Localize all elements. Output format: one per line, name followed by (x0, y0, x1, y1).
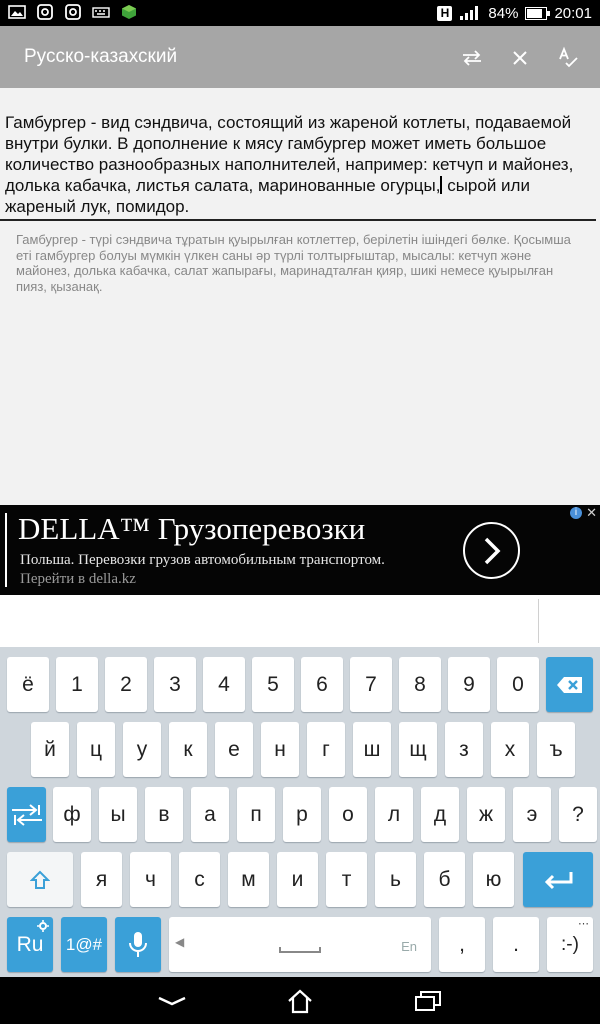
source-text-after-caret: сырой или жареный лук, помидор. (5, 176, 530, 216)
network-type-badge: H (437, 6, 452, 21)
key-row3-9[interactable]: ж (467, 787, 505, 842)
key-row2-2[interactable]: у (123, 722, 161, 777)
source-text-before-caret: Гамбургер - вид сэндвича, состоящий из жареной котлеты, подаваемой внутри булки. В дополнение к мясу гамбургер может иметь большое количество разнообразных наполнителей, например: кетчуп и майонез, долька кабачка, листья салата, маринованные огурцы, (5, 113, 574, 195)
comma-key[interactable]: , (439, 917, 485, 972)
ad-close-icon[interactable]: ✕ (586, 505, 597, 520)
key-row2-3[interactable]: к (169, 722, 207, 777)
keyboard (0, 647, 600, 977)
key-row4-2[interactable]: с (179, 852, 220, 907)
swap-icon (461, 49, 483, 67)
chevron-right-icon (480, 536, 504, 566)
swap-languages-button[interactable] (456, 42, 488, 74)
ad-banner[interactable] (0, 505, 600, 595)
key-row1-3[interactable]: 3 (154, 657, 196, 712)
key-row3-0[interactable]: ф (53, 787, 91, 842)
period-key[interactable]: . (493, 917, 539, 972)
key-row1-6[interactable]: 6 (301, 657, 343, 712)
enter-key[interactable] (523, 852, 593, 907)
key-row4-7[interactable]: б (424, 852, 465, 907)
language-key-label: Ru (16, 932, 44, 956)
key-row2-0[interactable]: й (31, 722, 69, 777)
backspace-icon (555, 675, 585, 695)
home-button[interactable] (280, 985, 320, 1017)
ad-open-button[interactable] (463, 522, 520, 579)
key-row1-1[interactable]: 1 (56, 657, 98, 712)
keyboard-icon (92, 4, 110, 20)
key-row3-4[interactable]: п (237, 787, 275, 842)
key-row4-3[interactable]: м (228, 852, 269, 907)
key-row2-6[interactable]: г (307, 722, 345, 777)
recent-apps-button[interactable] (408, 985, 448, 1017)
instagram-icon (36, 4, 54, 20)
navigation-bar (0, 977, 600, 1024)
battery-percent: 84% (488, 4, 519, 22)
shift-key[interactable] (7, 852, 73, 907)
settings-gear-icon (37, 920, 49, 932)
home-icon (286, 988, 314, 1014)
key-row3-1[interactable]: ы (99, 787, 137, 842)
key-row1-4[interactable]: 4 (203, 657, 245, 712)
minecraft-app-icon (120, 4, 138, 20)
emoticon-key[interactable] (547, 917, 593, 972)
key-row2-5[interactable]: н (261, 722, 299, 777)
back-chevron-icon (157, 994, 187, 1008)
gallery-icon (8, 4, 26, 20)
ad-title[interactable]: DELLA™ Грузоперевозки (18, 511, 366, 546)
key-row4-0[interactable]: я (81, 852, 122, 907)
ad-info-icon[interactable]: i (570, 507, 582, 519)
key-row3-11[interactable]: ? (559, 787, 597, 842)
key-row4-6[interactable]: ь (375, 852, 416, 907)
suggestion-strip (0, 595, 600, 647)
key-row3-5[interactable]: р (283, 787, 321, 842)
clock: 20:01 (554, 4, 592, 22)
translation-output: Гамбургер - түрі сэндвича тұратын қуырылған котлеттер, берілетін ішіндегі бөлке. Қосымша еті гамбургер болуы мүмкін үлкен саны әр түрлі толтырғыштар, мысалы: кетчуп және майонез, долька кабачка, салат жапырағы, маринадталған қияр, шикі немесе қуырылған пияз, қызанақ. (16, 232, 571, 294)
voice-input-key[interactable] (115, 917, 161, 972)
key-row1-7[interactable]: 7 (350, 657, 392, 712)
source-text-input[interactable] (5, 112, 595, 217)
microphone-icon (127, 930, 149, 960)
suggestion-divider (538, 599, 539, 643)
system-status (437, 0, 592, 26)
shift-arrow-icon (30, 870, 50, 890)
key-row2-8[interactable]: щ (399, 722, 437, 777)
key-row3-2[interactable]: в (145, 787, 183, 842)
ad-description (20, 551, 440, 589)
backspace-key[interactable] (546, 657, 593, 712)
space-language-label: En (401, 939, 417, 954)
key-row3-10[interactable]: э (513, 787, 551, 842)
key-row4-5[interactable]: т (326, 852, 367, 907)
key-row3-6[interactable]: о (329, 787, 367, 842)
page-title: Русско-казахский (24, 46, 178, 67)
key-row1-5[interactable]: 5 (252, 657, 294, 712)
app-bar (0, 26, 600, 88)
spellcheck-button[interactable] (552, 42, 584, 74)
key-row2-10[interactable]: х (491, 722, 529, 777)
space-bar-icon (279, 947, 321, 953)
recent-apps-icon (414, 990, 442, 1012)
key-row4-4[interactable]: и (277, 852, 318, 907)
key-row2-1[interactable]: ц (77, 722, 115, 777)
translation-area (0, 88, 600, 505)
close-icon (512, 50, 528, 66)
key-row4-1[interactable]: ч (130, 852, 171, 907)
ad-description-text: Польша. Перевозки грузов автомобильным транспортом. (20, 552, 385, 568)
enter-icon (541, 870, 575, 890)
input-underline (0, 219, 596, 221)
key-row3-8[interactable]: д (421, 787, 459, 842)
key-row1-9[interactable]: 9 (448, 657, 490, 712)
key-row2-9[interactable]: з (445, 722, 483, 777)
battery-icon (525, 7, 547, 20)
ad-accent-strip (5, 513, 7, 587)
tab-icon (11, 804, 43, 826)
key-row2-7[interactable]: ш (353, 722, 391, 777)
spellcheck-icon (556, 46, 580, 70)
key-row3-7[interactable]: л (375, 787, 413, 842)
instagram-icon (64, 4, 82, 20)
tab-key[interactable] (7, 787, 46, 842)
emoticon-key-label: :-) (561, 933, 579, 955)
chevron-left-icon: ◀ (175, 935, 185, 949)
key-row3-3[interactable]: а (191, 787, 229, 842)
key-row4-8[interactable]: ю (473, 852, 514, 907)
key-row1-0[interactable]: ё (7, 657, 49, 712)
signal-icon (459, 5, 481, 21)
key-row1-8[interactable]: 8 (399, 657, 441, 712)
key-row1-2[interactable]: 2 (105, 657, 147, 712)
language-key[interactable] (7, 917, 53, 972)
battery-level (527, 9, 542, 18)
back-button[interactable] (152, 985, 192, 1017)
clear-button[interactable] (504, 42, 536, 74)
ad-link[interactable]: Перейти в della.kz (20, 571, 136, 587)
space-key[interactable] (169, 917, 431, 972)
notification-icons (8, 4, 138, 20)
status-bar (0, 0, 600, 26)
symbols-key[interactable]: 1@# (61, 917, 107, 972)
key-row1-10[interactable]: 0 (497, 657, 539, 712)
more-dots-icon: ⋯ (578, 918, 589, 930)
key-row2-11[interactable]: ъ (537, 722, 575, 777)
key-row2-4[interactable]: е (215, 722, 253, 777)
